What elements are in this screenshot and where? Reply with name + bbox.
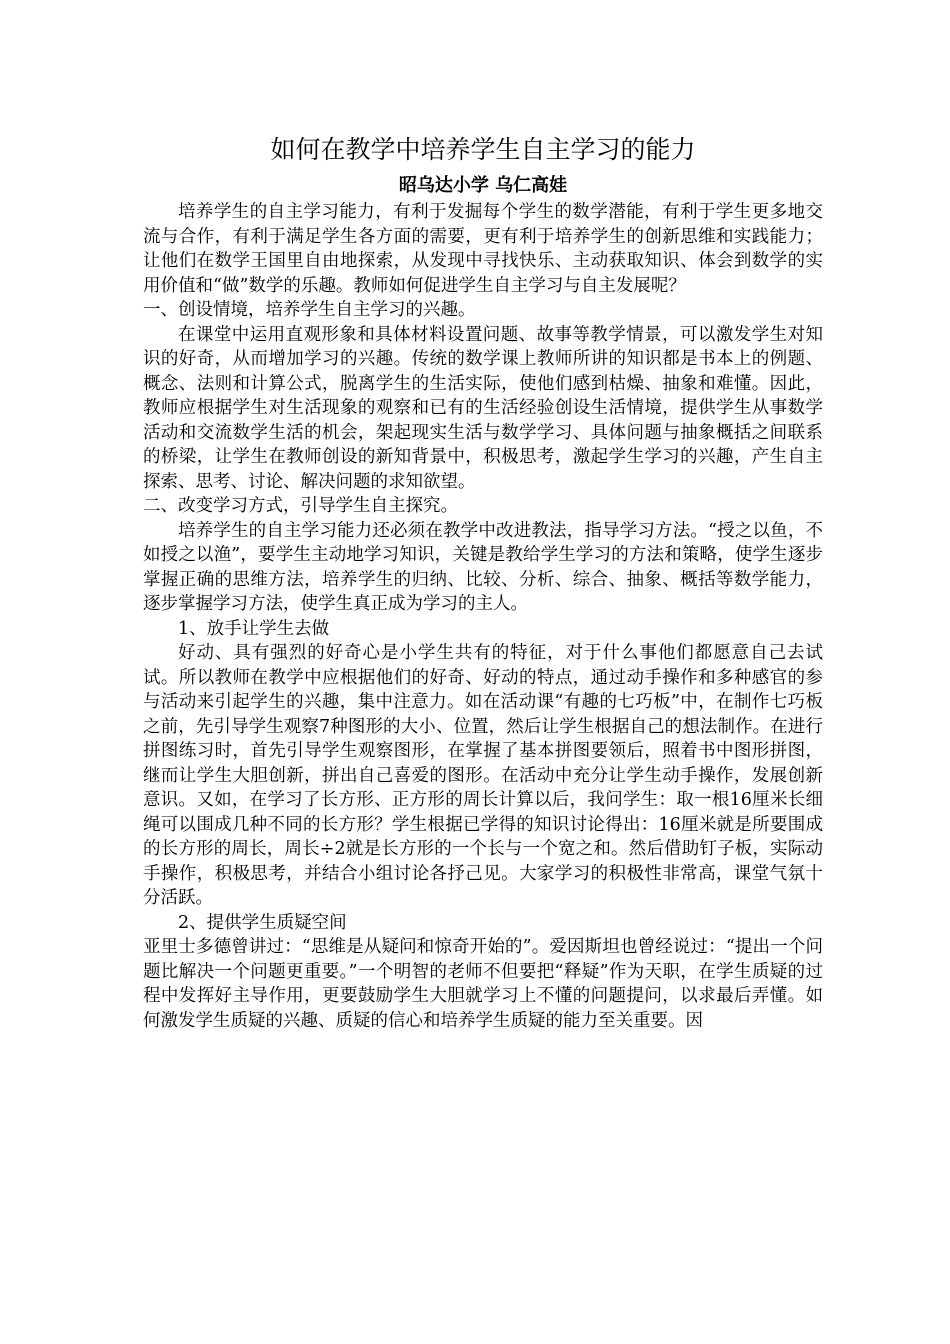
document-title: 如何在教学中培养学生自主学习的能力 — [270, 135, 696, 164]
section-1-paragraph: 在课堂中运用直观形象和具体材料设置问题、故事等教学情景，可以激发学生对知识的好奇，从而增加学习的兴趣。传统的数学课上教师所讲的知识都是书本上的例题、概念、法则和计算公式，脱离学生的生活实际，使他们感到枯燥、抽象和难懂。因此，教师应根据学生对生活现象的观察和已有的生活经验创设生活情境，提供学生从事数学活动和交流数学生活的机会，架起现实生活与数学学习、具体问题与抽象概括之间联系的桥梁，让学生在教师创设的新知背景中，积极思考，激起学生学习的兴趣，产生自主探索、思考、讨论、解决问题的求知欲望。 — [143, 324, 823, 492]
subsection-heading-1: 1、放手让学生去做 — [178, 618, 330, 639]
author-line: 昭乌达小学 乌仁高娃 — [398, 175, 568, 196]
intro-paragraph: 培养学生的自主学习能力，有利于发掘每个学生的数学潜能，有利于学生更多地交流与合作，有利于满足学生各方面的需要，更有利于培养学生的创新思维和实践能力；让他们在数学王国里自由地探索，从发现中寻找快乐、主动获取知识、体会到数学的实用价值和“做”数学的乐趣。教师如何促进学生自主学习与自主发展呢？ — [143, 202, 823, 296]
section-heading-2: 二、改变学习方式，引导学生自主探究。 — [143, 496, 458, 516]
document-page — [143, 128, 823, 1033]
subsection-heading-2: 2、提供学生质疑空间 — [178, 912, 347, 933]
section-2-paragraph: 培养学生的自主学习能力还必须在教学中改进教法，指导学习方法。“授之以鱼，不如授之以渔”，要学生主动地学习知识，关键是教给学生学习的方法和策略，使学生逐步掌握正确的思维方法，培养学生的归纳、比较、分析、综合、抽象、概括等数学能力，逐步掌握学习方法，使学生真正成为学习的主人。 — [143, 520, 823, 614]
subsection-1-paragraph: 好动、具有强烈的好奇心是小学生共有的特征，对于什么事他们都愿意自己去试试。所以教师在教学中应根据他们的好奇、好动的特点，通过动手操作和多种感官的参与活动来引起学生的兴趣，集中注意力。如在活动课“有趣的七巧板”中，在制作七巧板之前，先引导学生观察7种图形的大小、位置，然后让学生根据自己的想法制作。在进行拼图练习时，首先引导学生观察图形，在掌握了基本拼图要领后，照着书中图形拼图，继而让学生大胆创新，拼出自己喜爱的图形。在活动中充分让学生动手操作，发展创新意识。又如，在学习了长方形、正方形的周长计算以后，我问学生：取一根16厘米长细绳可以围成几种不同的长方形？学生根据已学得的知识讨论得出：16厘米就是所要围成的长方形的周长，周长÷2就是长方形的一个长与一个宽之和。然后借助钉子板，实际动手操作，积极思考，并结合小组讨论各抒己见。大家学习的积极性非常高，课堂气氛十分活跃。 — [143, 643, 823, 908]
section-heading-1: 一、创设情境，培养学生自主学习的兴趣。 — [143, 300, 476, 320]
subsection-2-paragraph: 亚里士多德曾讲过：“思维是从疑问和惊奇开始的”。爱因斯坦也曾经说过：“提出一个问题比解决一个问题更重要。”一个明智的老师不但要把“释疑”作为天职，在学生质疑的过程中发挥好主导作用，更要鼓励学生大胆就学习上不懂的问题提问，以求最后弄懂。如何激发学生质疑的兴趣、质疑的信心和培养学生质疑的能力至关重要。因 — [143, 937, 823, 1031]
